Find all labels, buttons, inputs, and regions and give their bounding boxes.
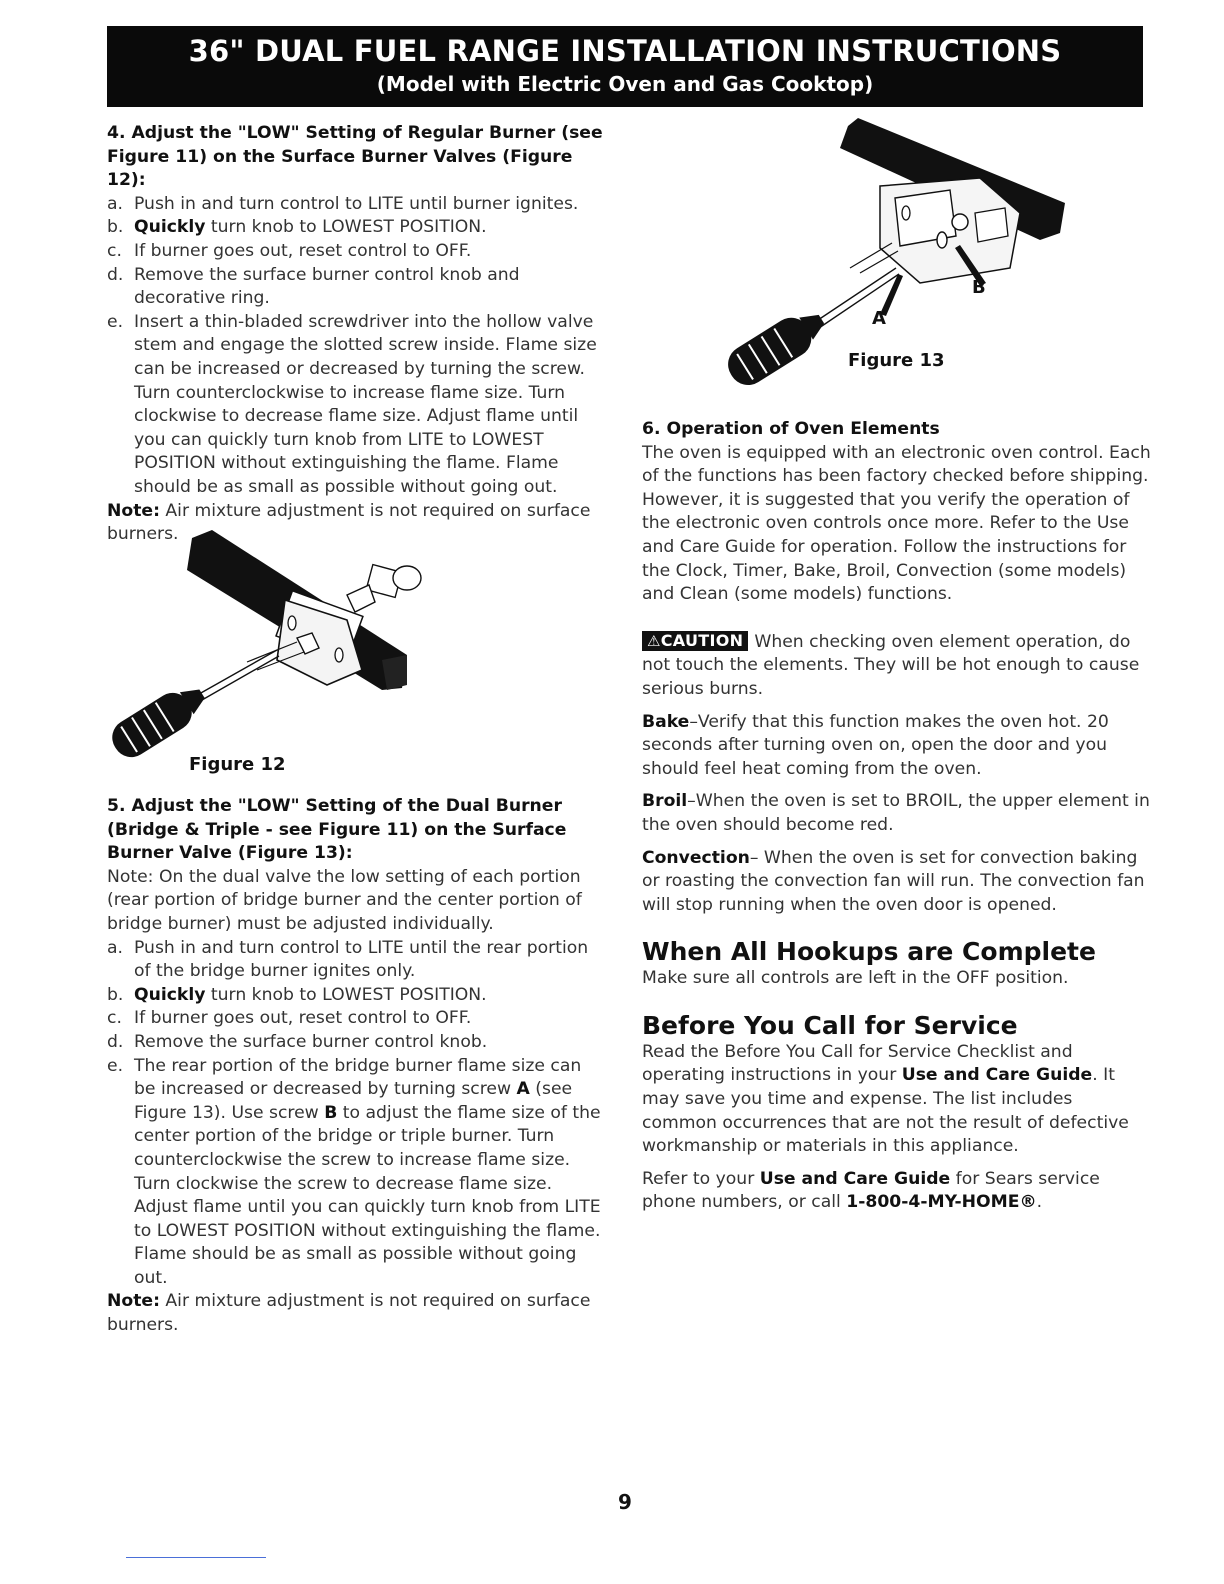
section-5-note — [107, 1290, 607, 1337]
item-text: Push in and turn control to LITE until burner ignites. — [134, 193, 579, 214]
hookups-heading: When All Hookups are Complete — [642, 937, 1096, 967]
list-item — [107, 264, 607, 311]
broil-text: –When the oven is set to BROIL, the upper element in the oven should become red. — [642, 791, 1150, 835]
caution-text: When checking oven element operation, do not touch the elements. They will be hot enough to cause serious burns. — [642, 631, 1140, 699]
use-care-guide-ref: Use and Care Guide — [759, 1168, 951, 1189]
item-label: e. — [107, 1055, 124, 1076]
figure-13-caption: Figure 13 — [848, 350, 945, 371]
section-5 — [107, 795, 607, 1338]
list-item — [107, 311, 607, 500]
item-emphasis: Quickly — [134, 984, 206, 1005]
item-label: a. — [107, 193, 123, 214]
note-text: Air mixture adjustment is not required on surface burners. — [107, 1291, 591, 1336]
convection-paragraph — [642, 847, 1152, 918]
list-item — [107, 984, 607, 1008]
section-4-heading: 4. Adjust the "LOW" Setting of Regular Burner (see Figure 11) on the Surface Burner Valves (Figure 12): — [107, 123, 603, 191]
list-item — [107, 1007, 607, 1031]
footer-rule — [126, 1557, 266, 1558]
caution-badge — [642, 631, 748, 651]
item-text: (see Figure 13). Use screw — [134, 1079, 573, 1123]
section-5-intro: Note: On the dual valve the low setting of each portion (rear portion of bridge burner and the center portion of bridge burner) must be adjusted individually. — [107, 866, 582, 934]
screw-a-label: A — [872, 308, 886, 329]
item-label: d. — [107, 264, 124, 285]
section-6-body: The oven is equipped with an electronic oven control. Each of the functions has been factory checked before shipping. However, it is suggested that you verify the operation of the electronic oven controls once more. Refer to the Use and Care Guide for operation. Follow the instructions for the Clock, Timer, Bake, Broil, Convection (some models) and Clean (some models) functions. — [642, 442, 1151, 605]
item-label: a. — [107, 937, 123, 958]
item-text: If burner goes out, reset control to OFF. — [134, 240, 472, 261]
item-text: Remove the surface burner control knob and decorative ring. — [134, 264, 520, 309]
right-column — [642, 418, 1152, 1215]
caution-block — [642, 631, 1152, 702]
service-text: . — [1036, 1192, 1043, 1213]
bake-label: Bake — [642, 711, 690, 732]
bake-text: –Verify that this function makes the oven hot. 20 seconds after turning oven on, open the door and you should feel heat coming from the oven. — [642, 711, 1109, 779]
warning-triangle-icon: ⚠ — [647, 631, 661, 650]
service-text: Read the Before You Call for Service Checklist and operating instructions in your — [642, 1041, 1073, 1086]
phone-number: 1-800-4-MY-HOME® — [846, 1192, 1037, 1213]
screw-a-ref: A — [516, 1079, 530, 1100]
item-label: d. — [107, 1031, 124, 1052]
use-care-guide-ref: Use and Care Guide — [901, 1065, 1093, 1086]
item-text: The rear portion of the bridge burner flame size can be increased or decreased by turning screw — [134, 1055, 582, 1100]
item-text: If burner goes out, reset control to OFF. — [134, 1008, 472, 1029]
note-text: Air mixture adjustment is not required on surface burners. — [107, 500, 591, 545]
item-text: to adjust the flame size of the center portion of the bridge or triple burner. Turn counterclockwise the screw to increase flame size. Turn clockwise the screw to decrease flame size. Adjust flame until you can quickly turn knob from LITE to LOWEST POSITION without extinguishing the flame. Flame should be as small as possible without going out. — [134, 1102, 601, 1288]
screwdriver-shaft — [192, 650, 277, 698]
page-title: 36" DUAL FUEL RANGE INSTALLATION INSTRUCTIONS — [188, 34, 1062, 68]
broil-paragraph — [642, 790, 1152, 837]
list-item — [107, 216, 607, 240]
bake-paragraph — [642, 711, 1152, 782]
figure-13-illustration — [720, 118, 1070, 388]
screwdriver-handle — [721, 302, 832, 388]
service-text: for Sears service phone numbers, or call — [642, 1168, 1100, 1213]
list-item — [107, 240, 607, 264]
section-6-heading: 6. Operation of Oven Elements — [642, 419, 940, 439]
list-item — [107, 1031, 607, 1055]
list-item — [107, 193, 607, 217]
list-item — [107, 937, 607, 984]
screw-b-label: B — [972, 277, 986, 298]
page-subtitle: (Model with Electric Oven and Gas Cooktop) — [376, 72, 874, 96]
item-text: Push in and turn control to LITE until the rear portion of the bridge burner ignites only. — [134, 937, 589, 982]
item-label: c. — [107, 240, 122, 261]
section-4 — [107, 122, 607, 547]
item-text: turn knob to LOWEST POSITION. — [205, 984, 487, 1005]
screw-b-ref: B — [324, 1102, 338, 1123]
figure-12-illustration — [107, 530, 437, 770]
item-text: Insert a thin-bladed screwdriver into the hollow valve stem and engage the slotted screw inside. Flame size can be increased or decreased by turning the screw. Turn counterclockwise to increase flame size. Turn clockwise to decrease flame size. Adjust flame until you can quickly turn knob from LITE to LOWEST POSITION without extinguishing the flame. Flame should be as small as possible without going out. — [134, 311, 597, 497]
item-label: e. — [107, 311, 124, 332]
page-header-banner — [107, 26, 1143, 107]
item-text: turn knob to LOWEST POSITION. — [205, 217, 487, 238]
service-paragraph-1 — [642, 1041, 1152, 1159]
service-text: Refer to your — [642, 1168, 760, 1189]
list-item — [107, 1055, 607, 1291]
broil-label: Broil — [642, 791, 688, 812]
item-text: Remove the surface burner control knob. — [134, 1031, 488, 1052]
item-label: b. — [107, 217, 124, 238]
caution-label: CAUTION — [660, 630, 744, 650]
section-5-heading: 5. Adjust the "LOW" Setting of the Dual Burner (Bridge & Triple - see Figure 11) on the Surface Burner Valve (Figure 13): — [107, 796, 567, 864]
item-label: b. — [107, 984, 124, 1005]
item-emphasis: Quickly — [134, 217, 206, 238]
figure-12-caption: Figure 12 — [189, 754, 286, 775]
service-heading: Before You Call for Service — [642, 1010, 1018, 1040]
service-paragraph-2 — [642, 1168, 1152, 1215]
note-label: Note: — [107, 1291, 160, 1312]
convection-label: Convection — [642, 847, 750, 868]
hookups-body: Make sure all controls are left in the OFF position. — [642, 968, 1069, 989]
note-label: Note: — [107, 500, 160, 521]
screwdriver-handle — [107, 678, 212, 764]
service-text: . It may save you time and expense. The list includes common occurrences that are not the result of defective workmanship or materials in this appliance. — [642, 1065, 1129, 1157]
page-number: 9 — [618, 1490, 632, 1514]
convection-text: – When the oven is set for convection baking or roasting the convection fan will run. The convection fan will stop running when the oven door is opened. — [642, 847, 1145, 915]
item-label: c. — [107, 1008, 122, 1029]
